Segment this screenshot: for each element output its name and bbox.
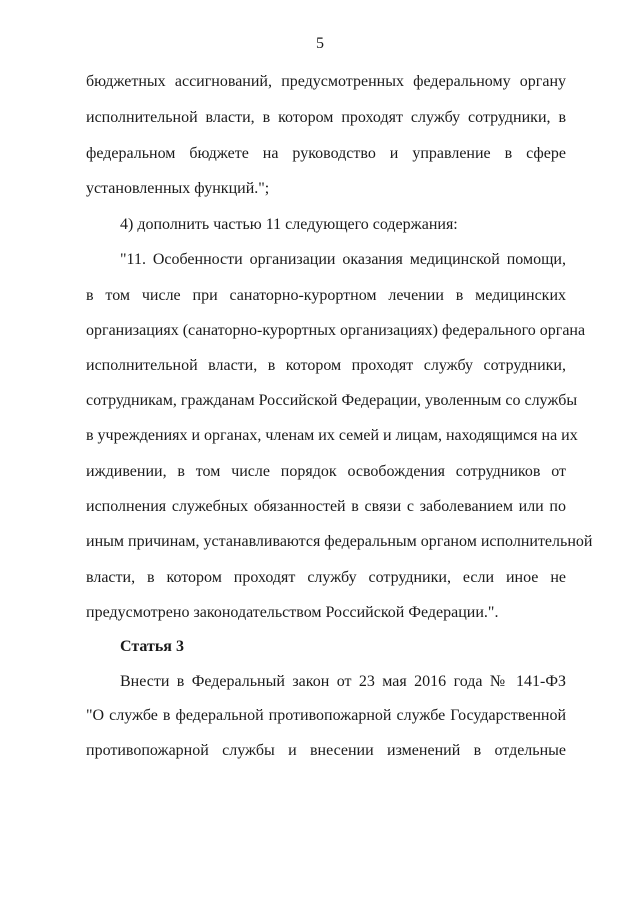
- text-line: противопожарной службы и внесении изменений в отдельные: [86, 742, 566, 759]
- article-heading: Статья 3: [120, 638, 184, 655]
- text-line: федеральном бюджете на руководство и управление в сфере: [86, 145, 566, 162]
- text-line: в том числе при санаторно-курортном лечении в медицинских: [86, 287, 566, 304]
- text-line: 4) дополнить частью 11 следующего содержания:: [120, 216, 458, 233]
- text-line: "О службе в федеральной противопожарной службе Государственной: [86, 707, 566, 724]
- text-line: исполнительной власти, в котором проходят службу сотрудники, в: [86, 109, 566, 126]
- text-line: "11. Особенности организации оказания медицинской помощи,: [120, 251, 566, 268]
- text-line: организациях (санаторно-курортных организациях) федерального органа: [86, 322, 586, 339]
- text-line: в учреждениях и органах, членам их семей и лицам, находящимся на их: [86, 427, 578, 444]
- text-line: власти, в котором проходят службу сотрудники, если иное не: [86, 569, 566, 586]
- text-line: исполнения служебных обязанностей в связи с заболеванием или по: [86, 498, 566, 515]
- text-line: сотрудникам, гражданам Российской Федерации, уволенным со службы: [86, 392, 578, 409]
- text-line: бюджетных ассигнований, предусмотренных федеральному органу: [86, 73, 566, 90]
- text-line: установленных функций.";: [86, 180, 270, 197]
- text-line: иждивении, в том числе порядок освобождения сотрудников от: [86, 463, 566, 480]
- text-line: иным причинам, устанавливаются федеральным органом исполнительной: [86, 533, 593, 550]
- page-number: 5: [316, 35, 324, 52]
- text-line: исполнительной власти, в котором проходят службу сотрудники,: [86, 357, 566, 374]
- text-line: Внести в Федеральный закон от 23 мая 2016 года № 141-ФЗ: [120, 673, 566, 690]
- text-line: предусмотрено законодательством Российской Федерации.".: [86, 604, 499, 621]
